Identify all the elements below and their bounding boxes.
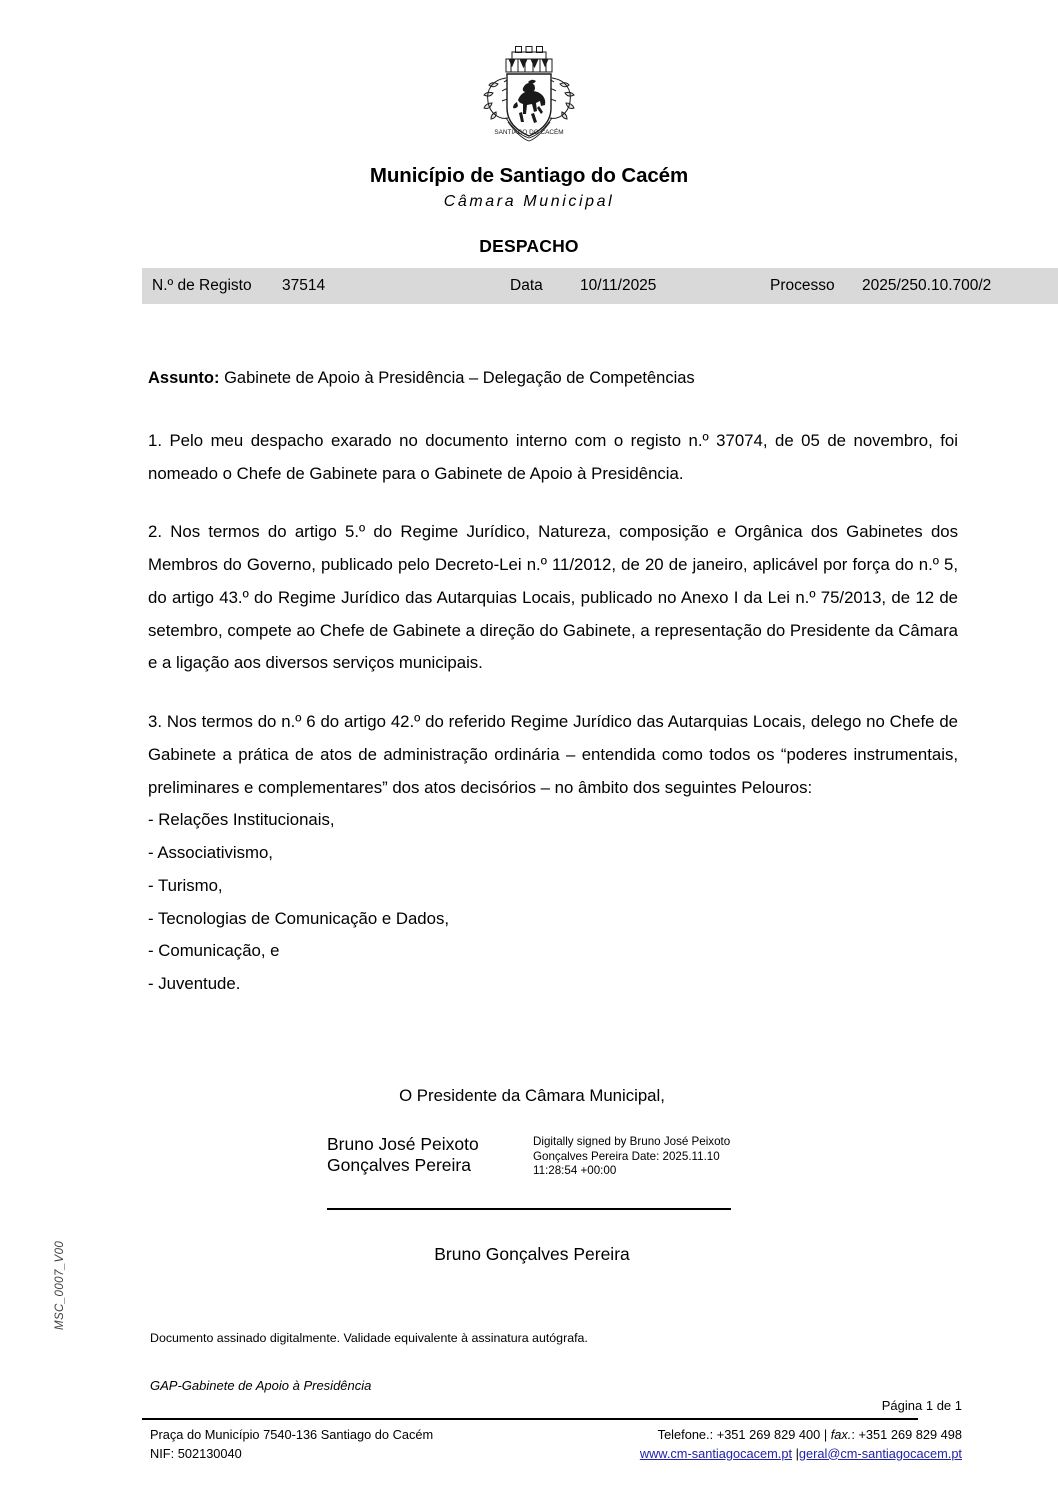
footer-links-line xyxy=(640,1445,962,1464)
pelouros-list xyxy=(148,804,958,1001)
subject-value: Gabinete de Apoio à Presidência – Delegação de Competências xyxy=(224,369,695,387)
paragraph-1: 1. Pelo meu despacho exarado no documento interno com o registo n.º 37074, de 05 de novembro, foi nomeado o Chefe de Gabinete para o Gabinete de Apoio à Presidência. xyxy=(148,430,958,483)
coat-of-arms-icon xyxy=(476,44,582,156)
footer-phone: Telefone.: +351 269 829 400 | xyxy=(657,1427,831,1442)
footer-phone-line xyxy=(640,1426,962,1445)
signature-heading: O Presidente da Câmara Municipal, xyxy=(399,1086,665,1105)
list-item: - Juventude. xyxy=(148,974,241,993)
list-item: - Comunicação, e xyxy=(148,941,280,961)
table-row xyxy=(142,268,1058,304)
website-link[interactable]: www.cm-santiagocacem.pt xyxy=(639,1445,793,1461)
footer-address xyxy=(150,1426,433,1463)
data-value: 10/11/2025 xyxy=(572,268,760,304)
document-title: DESPACHO xyxy=(479,236,579,256)
footer-divider xyxy=(142,1418,918,1420)
crest-container xyxy=(0,44,1058,156)
organization-subtitle: Câmara Municipal xyxy=(443,193,615,210)
digital-signature-note: Documento assinado digitalmente. Validade equivalente à assinatura autógrafa. xyxy=(150,1331,588,1345)
signature-rule xyxy=(327,1208,731,1210)
document-body xyxy=(148,366,958,1001)
email-link[interactable]: geral@cm-santiagocacem.pt xyxy=(798,1445,962,1461)
footer-address-line-1: Praça do Município 7540-136 Santiago do Cacém xyxy=(150,1427,434,1442)
subject-label: Assunto: xyxy=(148,369,220,387)
registo-value: 37514 xyxy=(274,268,500,304)
footer-fax-value: : +351 269 829 498 xyxy=(851,1427,962,1442)
processo-value: 2025/250.10.700/2 xyxy=(854,268,1058,304)
paragraph-2: 2. Nos termos do artigo 5.º do Regime Jurídico, Natureza, composição e Orgânica dos Gabinetes dos Membros do Governo, publicado pelo Decreto-Lei n.º 11/2012, de 20 de janeiro, aplicável por força do n.º 5, do artigo 43.º do Regime Jurídico das Autarquias Locais, publicado no Anexo I da Lei n.º 75/2013, de 12 de setembro, compete ao Chefe de Gabinete a direção do Gabinete, a representação do Presidente da Câmara e a ligação aos diversos serviços municipais. xyxy=(148,522,958,673)
organization-name: Município de Santiago do Cacém xyxy=(369,164,689,187)
list-item: - Tecnologias de Comunicação e Dados, xyxy=(148,908,449,928)
paragraph-3: 3. Nos termos do n.º 6 do artigo 42.º do referido Regime Jurídico das Autarquias Locais, delego no Chefe de Gabinete a prática de atos de administração ordinária – entendida como todos os “poderes instrumentais, preliminares e complementares” dos atos decisórios – no âmbito dos seguintes Pelouros: xyxy=(148,712,958,797)
footer-contacts xyxy=(640,1426,962,1463)
crest-motto-text: SANTIAGO DO CACÉM xyxy=(494,129,564,136)
subject-line xyxy=(148,366,958,391)
registo-label: N.º de Registo xyxy=(142,268,274,304)
registration-meta-table xyxy=(142,268,1058,304)
document-header xyxy=(0,0,1058,211)
signatory-printed-name: Bruno Gonçalves Pereira xyxy=(434,1244,630,1264)
list-item: - Associativismo, xyxy=(148,843,273,862)
footer-fax-label: fax. xyxy=(830,1427,852,1442)
data-label: Data xyxy=(500,268,572,304)
signature-stamp-detail: Digitally signed by Bruno José Peixoto Gonçalves Pereira Date: 2025.11.10 11:28:54 +00:00 xyxy=(533,1135,731,1178)
signature-block xyxy=(0,1086,1058,1265)
list-item: - Relações Institucionais, xyxy=(148,810,335,830)
processo-label: Processo xyxy=(760,268,854,304)
list-item: - Turismo, xyxy=(148,875,223,895)
footer-link-separator: | xyxy=(792,1445,799,1461)
digital-signature-stamp xyxy=(327,1134,731,1206)
signature-stamp-name: Bruno José Peixoto Gonçalves Pereira xyxy=(327,1134,479,1176)
document-reference-code: MSC_0007_V00 xyxy=(54,1240,66,1330)
footer-address-line-2: NIF: 502130040 xyxy=(150,1445,242,1461)
issuing-unit: GAP-Gabinete de Apoio à Presidência xyxy=(150,1378,372,1393)
page-number: Página 1 de 1 xyxy=(881,1398,962,1413)
